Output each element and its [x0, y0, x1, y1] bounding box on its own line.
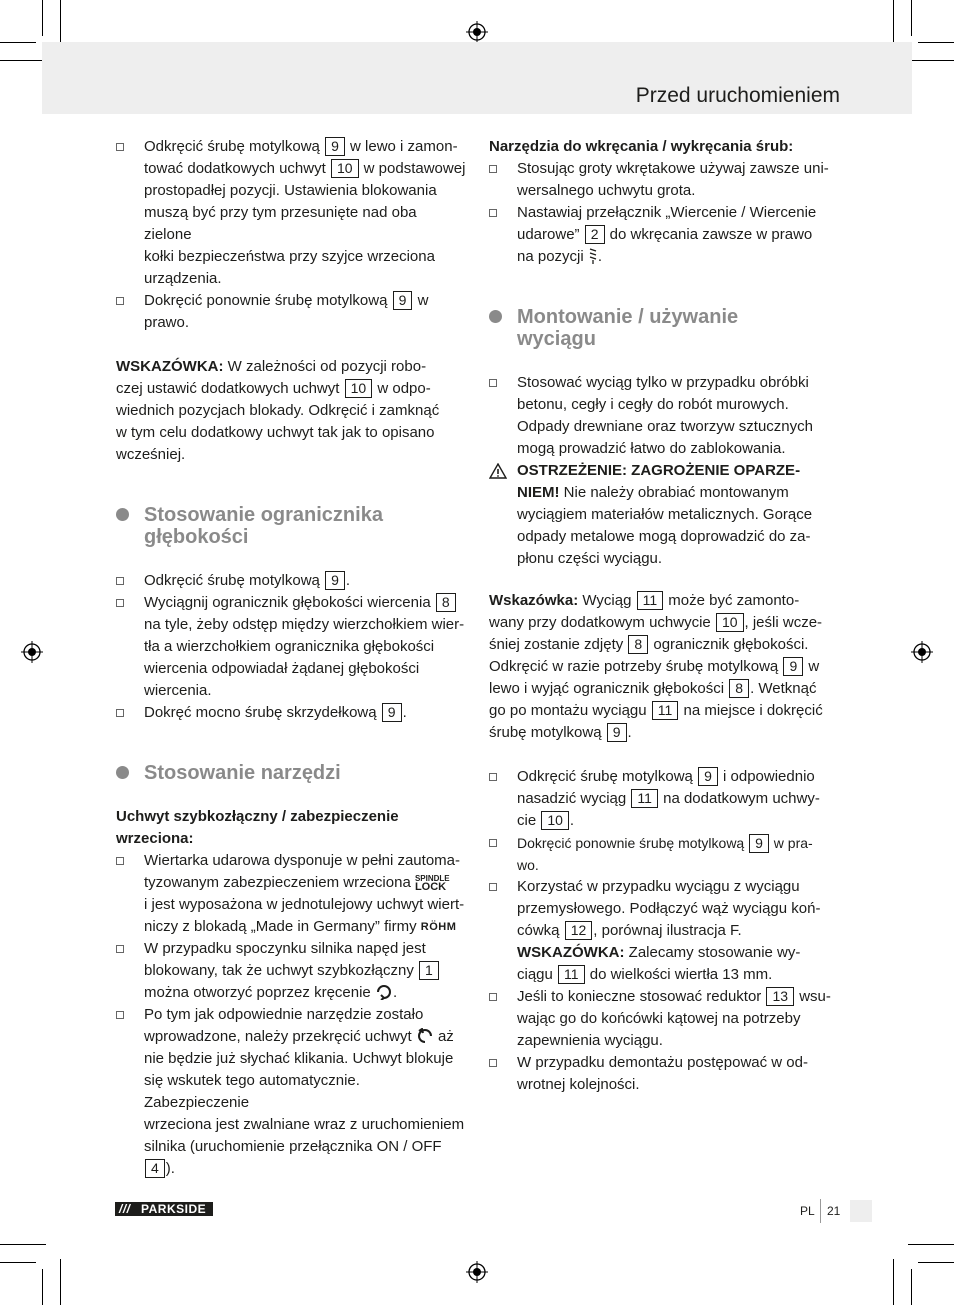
part-number: 10 — [716, 613, 744, 632]
checkbox-bullet-icon — [116, 577, 124, 585]
registration-mark-icon — [21, 641, 43, 663]
section-bullet-icon — [116, 508, 129, 521]
registration-mark-icon — [466, 21, 488, 43]
list-item: W przypadku spoczynku silnika napęd jest blokowany, tak że uchwyt szybkozłączny 1 można otworzyć poprzez kręcenie . — [116, 938, 466, 1004]
right-column — [489, 136, 841, 1096]
checkbox-bullet-icon — [489, 209, 497, 217]
part-number: 9 — [325, 137, 345, 156]
page-title: Przed uruchomieniem — [635, 84, 840, 107]
part-number: 9 — [607, 723, 627, 742]
crop-mark — [908, 60, 954, 61]
list-item: Dokręć mocno śrubę skrzydełkową 9 . — [116, 702, 466, 724]
rotate-counterclockwise-icon — [416, 1028, 434, 1044]
checkbox-bullet-icon — [116, 1011, 124, 1019]
crop-mark — [918, 42, 954, 43]
checkbox-bullet-icon — [116, 143, 124, 151]
part-number: 4 — [145, 1159, 165, 1178]
part-number: 13 — [766, 987, 794, 1006]
section-heading: Stosowanie narzędzi — [116, 762, 466, 784]
parkside-logo: /// PARKSIDE — [115, 1202, 213, 1216]
list-item: Odkręcić śrubę motylkową 9 . — [116, 570, 466, 592]
part-number: 9 — [382, 703, 402, 722]
checkbox-bullet-icon — [116, 297, 124, 305]
list-item: Jeśli to konieczne stosować reduktor 13 wsu- wając go do końcówki kątowej na potrzeby zapewnienia wyciągu. — [489, 986, 841, 1052]
footer-divider — [820, 1199, 821, 1223]
part-number: 8 — [729, 679, 749, 698]
list-item: Odkręcić śrubę motylkową 9 i odpowiednio nasadzić wyciąg 11 na dodatkowym uchwy- cie 10 . — [489, 766, 841, 832]
list-item: Korzystać w przypadku wyciągu z wyciągu przemysłowego. Podłączyć wąż wyciągu koń- cówką 12 , porównaj ilustracja F. WSKAZÓWKA: Zalecamy stosowanie wy- ciągu 11 do wielkości wiertła 13 mm. — [489, 876, 841, 986]
registration-mark-icon — [466, 1261, 488, 1283]
list-item: Wiertarka udarowa dysponuje w pełni zautoma- tyzowanym zabezpieczeniem wrzeciona SPINDLE LOCK i jest wyposażona w jednotulejowy uchwyt wiert- niczy z blokadą „Made in Germany” firmy RÖHM — [116, 850, 466, 938]
left-column — [116, 136, 466, 1180]
note-paragraph: WSKAZÓWKA: W zależności od pozycji robo- czej ustawić dodatkowych uchwyt 10 w odpo- wiednich pozycjach blokady. Odkręcić i zamknąć w tym celu dodatkowy uchwyt tak jak to opisano wcześniej. — [116, 358, 440, 463]
checkbox-bullet-icon — [489, 379, 497, 387]
checkbox-bullet-icon — [489, 839, 497, 847]
checkbox-bullet-icon — [489, 883, 497, 891]
crop-mark — [893, 1259, 894, 1305]
language-code: PL — [800, 1204, 815, 1218]
crop-mark — [908, 1244, 954, 1245]
part-number: 9 — [783, 657, 803, 676]
section-bullet-icon — [489, 310, 502, 323]
list-item: Po tym jak odpowiednie narzędzie zostało wprowadzone, należy przekręcić uchwyt aż nie będzie już słychać klikania. Uchwyt blokuje się wskutek tego automatycznie. Zabezpieczenie wrzeciona jest zwalniane wraz z uruchomieniem silnika (uruchomienie przełącznika ON / OFF 4 ). — [116, 1004, 466, 1180]
part-number: 8 — [436, 593, 456, 612]
list-item: Dokręcić ponownie śrubę motylkową 9 w pra- wo. — [489, 832, 841, 876]
checkbox-bullet-icon — [489, 773, 497, 781]
crop-mark — [911, 1269, 912, 1305]
part-number: 11 — [558, 965, 585, 984]
screw-mode-icon — [588, 247, 598, 265]
crop-mark — [42, 0, 43, 36]
crop-mark — [0, 60, 46, 61]
list-item: Odkręcić śrubę motylkową 9 w lewo i zamon- tować dodatkowych uchwyt 10 w podstawowej prostopadłej pozycji. Ustawienia blokowania muszą być przy tym przesunięte nad oba zielone kołki bezpieczeństwa przy szyjce wrzeciona urządzenia. — [116, 136, 466, 290]
list-item: Stosować wyciąg tylko w przypadku obróbki betonu, cegły i cegły do robót murowych. Odpady drewniane oraz tworzyw sztucznych mogą prowadzić łatwo do zablokowania. — [489, 372, 841, 460]
checkbox-bullet-icon — [116, 945, 124, 953]
part-number: 2 — [585, 225, 605, 244]
spindle-lock-logo: SPINDLE LOCK — [414, 873, 450, 893]
list-item: Nastawiaj przełącznik „Wiercenie / Wiercenie udarowe” 2 do wkręcania zawsze w prawo na pozycji . — [489, 202, 841, 268]
page-number: 21 — [827, 1204, 841, 1218]
checkbox-bullet-icon — [489, 993, 497, 1001]
part-number: 9 — [698, 767, 718, 786]
section-heading: Stosowanie ogranicznika głębokości — [116, 504, 466, 548]
rotate-clockwise-icon — [375, 984, 393, 1000]
section-bullet-icon — [116, 766, 129, 779]
crop-mark — [893, 0, 894, 46]
registration-mark-icon — [911, 641, 933, 663]
section-heading: Montowanie / używanie wyciągu — [489, 306, 841, 350]
page-tab-marker — [850, 1200, 872, 1222]
crop-mark — [60, 0, 61, 46]
crop-mark — [60, 1259, 61, 1305]
part-number: 9 — [393, 291, 413, 310]
warning-triangle-icon — [489, 463, 507, 479]
rohm-logo: RÖHM — [420, 921, 457, 934]
list-item: Wyciągnij ogranicznik głębokości wiercenia 8 na tyle, żeby odstęp między wierzchołkiem wier- tła a wierzchołkiem ogranicznika głębokości wiercenia odpowiadał żądanej głębokości wiercenia. — [116, 592, 466, 702]
checkbox-bullet-icon — [116, 709, 124, 717]
part-number: 11 — [652, 701, 679, 720]
part-number: 10 — [345, 379, 373, 398]
part-number: 11 — [637, 591, 664, 610]
crop-mark — [918, 1262, 954, 1263]
crop-mark — [0, 1262, 36, 1263]
list-item: W przypadku demontażu postępować w od- wrotnej kolejności. — [489, 1052, 841, 1096]
crop-mark — [0, 42, 36, 43]
list-item: Stosując groty wkrętakowe używaj zawsze uni- wersalnego uchwytu grota. — [489, 158, 841, 202]
part-number: 8 — [628, 635, 648, 654]
checkbox-bullet-icon — [116, 857, 124, 865]
subheading: Narzędzia do wkręcania / wykręcania śrub: — [489, 138, 794, 155]
part-number: 11 — [631, 789, 658, 808]
checkbox-bullet-icon — [489, 165, 497, 173]
note-paragraph: Wskazówka: Wyciąg 11 może być zamonto- wany przy dodatkowym uchwycie 10 , jeśli wcze- śniej zostanie zdjęty 8 ogranicznik głębokości. Odkręcić w razie potrzeby śrubę motylkową 9 w lewo i wyjąć ogranicznik głębokości 8 . Wetknąć go po montażu wyciągu 11 na miejsce i dokręcić śrubę motylkową 9 . — [489, 592, 823, 741]
part-number: 9 — [325, 571, 345, 590]
checkbox-bullet-icon — [489, 1059, 497, 1067]
part-number: 12 — [565, 921, 593, 940]
part-number: 10 — [331, 159, 359, 178]
part-number: 9 — [749, 834, 769, 853]
crop-mark — [911, 0, 912, 36]
list-item: Dokręcić ponownie śrubę motylkową 9 w prawo. — [116, 290, 466, 334]
part-number: 10 — [541, 811, 569, 830]
subheading: Uchwyt szybkozłączny / zabezpieczenie wrzeciona: — [116, 808, 399, 847]
crop-mark — [42, 1269, 43, 1305]
part-number: 1 — [419, 961, 439, 980]
warning-block: OSTRZEŻENIE: ZAGROŻENIE OPARZE- NIEM! Nie należy obrabiać montowanym wyciągiem materiałów metalicznych. Gorące odpady metalowe mogą doprowadzić do za- płonu części wyciągu. — [489, 460, 841, 570]
checkbox-bullet-icon — [116, 599, 124, 607]
crop-mark — [0, 1244, 46, 1245]
